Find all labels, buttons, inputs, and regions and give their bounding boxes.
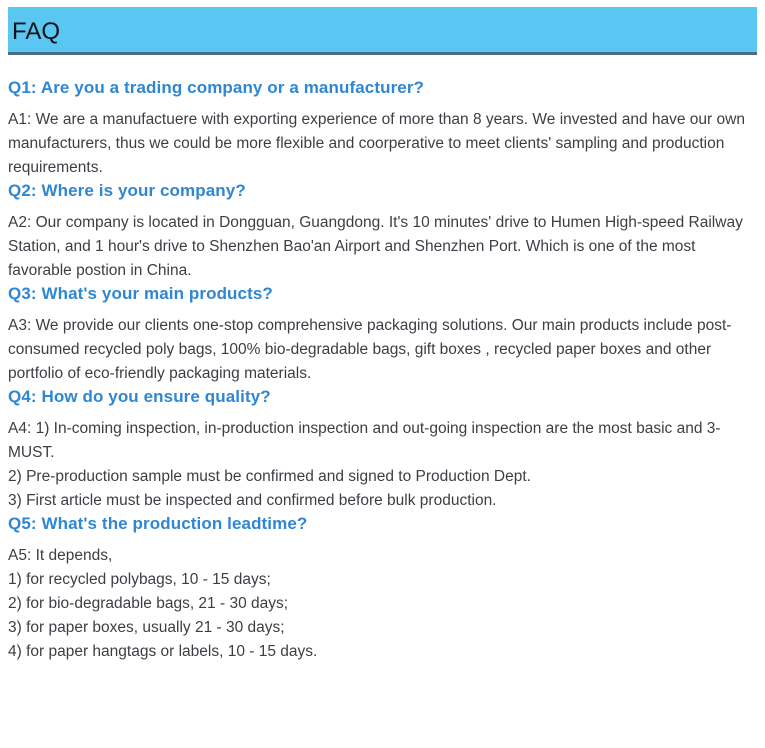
answer-line: A3: We provide our clients one-stop comprehensive packaging solutions. Our main products include post-consumed recycled poly bags, 100% bio-degradable bags, gift boxes , recycled paper boxes and other portfolio of eco-friendly packaging materials. — [8, 317, 732, 382]
answer-text — [8, 544, 757, 664]
faq-item — [8, 283, 757, 386]
answer-line: 3) First article must be inspected and confirmed before bulk production. — [8, 492, 497, 509]
answer-line: 2) for bio-degradable bags, 21 - 30 days; — [8, 595, 289, 612]
answer-text — [8, 314, 757, 386]
answer-line: A5: It depends, — [8, 547, 113, 564]
answer-line: A4: 1) In-coming inspection, in-production inspection and out-going inspection are the most basic and 3-MUST. — [8, 420, 721, 461]
page-title: FAQ — [12, 18, 61, 45]
answer-line: A2: Our company is located in Dongguan, Guangdong. It's 10 minutes' drive to Humen High-speed Railway Station, and 1 hour's drive to Shenzhen Bao'an Airport and Shenzhen Port. Which is one of the most favorable postion in China. — [8, 214, 743, 279]
faq-list — [8, 77, 757, 664]
question-heading: Q1: Are you a trading company or a manufacturer? — [8, 78, 425, 97]
answer-text — [8, 108, 757, 180]
faq-item — [8, 513, 757, 664]
answer-line: 2) Pre-production sample must be confirmed and signed to Production Dept. — [8, 468, 531, 485]
answer-line: A1: We are a manufactuere with exporting experience of more than 8 years. We invested and have our own manufacturers, thus we could be more flexible and coorperative to meet clients' sampling and production requirements. — [8, 111, 745, 176]
answer-text — [8, 417, 757, 513]
answer-line: 4) for paper hangtags or labels, 10 - 15 days. — [8, 643, 318, 660]
answer-line: 1) for recycled polybags, 10 - 15 days; — [8, 571, 271, 588]
question-heading: Q5: What's the production leadtime? — [8, 514, 308, 533]
question-heading: Q3: What's your main products? — [8, 284, 273, 303]
faq-header — [8, 7, 757, 55]
question-heading: Q2: Where is your company? — [8, 181, 246, 200]
faq-item — [8, 77, 757, 180]
faq-item — [8, 386, 757, 513]
answer-text — [8, 211, 757, 283]
answer-line: 3) for paper boxes, usually 21 - 30 days; — [8, 619, 285, 636]
faq-item — [8, 180, 757, 283]
question-heading: Q4: How do you ensure quality? — [8, 387, 271, 406]
